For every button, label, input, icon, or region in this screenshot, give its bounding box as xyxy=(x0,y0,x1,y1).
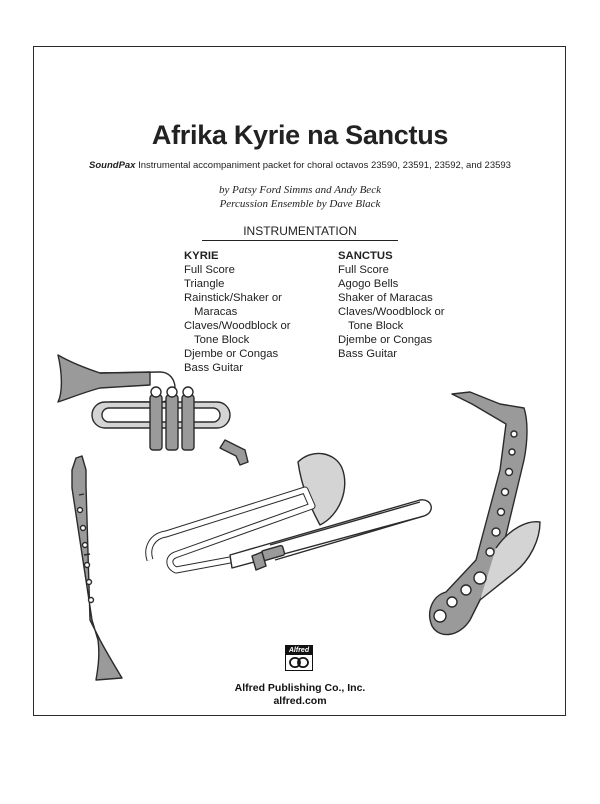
kyrie-item: Triangle xyxy=(184,278,225,290)
instrumentation-heading: INSTRUMENTATION xyxy=(243,224,357,238)
sanctus-item: Djembe or Congas xyxy=(338,334,433,346)
sanctus-item: Shaker of Maracas xyxy=(338,292,433,304)
page-title: Afrika Kyrie na Sanctus xyxy=(151,120,449,150)
credits-authors: by Patsy Ford Simms and Andy Beck xyxy=(219,184,381,196)
subtitle-text: Instrumental accompaniment packet for choral octavos 23590, 23591, 23592, and 23593 xyxy=(135,160,511,171)
kyrie-item: Tone Block xyxy=(194,334,250,346)
sanctus-item: Agogo Bells xyxy=(338,278,399,290)
alfred-logo-mark xyxy=(289,657,309,668)
trumpet-icon xyxy=(58,355,248,465)
kyrie-item: Bass Guitar xyxy=(184,362,244,374)
kyrie-item: Djembe or Congas xyxy=(184,348,279,360)
credits-percussion: Percussion Ensemble by Dave Black xyxy=(219,198,381,210)
alfred-logo-text: Alfred xyxy=(286,646,312,655)
kyrie-heading: KYRIE xyxy=(184,250,219,262)
kyrie-item: Rainstick/Shaker or xyxy=(184,292,282,304)
alfred-logo xyxy=(285,645,313,671)
publisher-url[interactable]: alfred.com xyxy=(273,695,327,707)
kyrie-item: Full Score xyxy=(184,264,235,276)
publisher-name: Alfred Publishing Co., Inc. xyxy=(234,682,366,694)
sanctus-item: Full Score xyxy=(338,264,389,276)
trombone-icon xyxy=(149,453,431,570)
kyrie-item: Maracas xyxy=(194,306,238,318)
sanctus-heading: SANCTUS xyxy=(338,250,393,262)
publisher-block xyxy=(0,682,600,708)
sanctus-item: Tone Block xyxy=(348,320,404,332)
sanctus-item: Bass Guitar xyxy=(338,348,398,360)
kyrie-item: Claves/Woodblock or xyxy=(184,320,291,332)
soundpax-brand: SoundPax xyxy=(89,160,136,171)
sanctus-item: Claves/Woodblock or xyxy=(338,306,445,318)
clarinet-icon xyxy=(72,456,122,680)
saxophone-icon xyxy=(430,392,540,635)
